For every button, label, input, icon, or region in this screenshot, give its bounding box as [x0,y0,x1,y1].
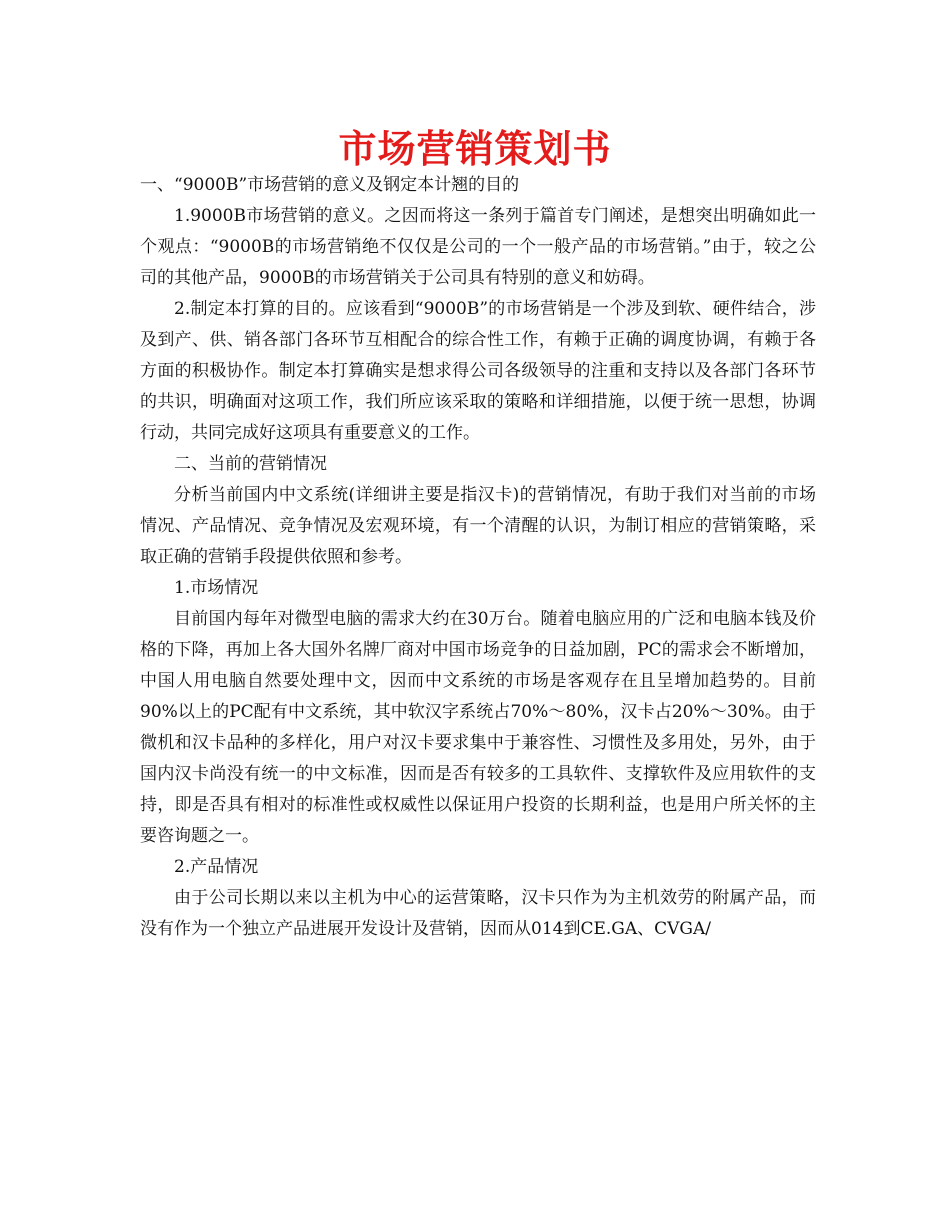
paragraph: 2.制定本打算的目的。应该看到“9000B”的市场营销是一个涉及到软、硬件结合，涉及到产、供、销各部门各环节互相配合的综合性工作，有赖于正确的调度协调，有赖于各方面的积极协作。制定本打算确实是想求得公司各级领导的注重和支持以及各部门各环节的共识，明确面对这项工作，我们所应该采取的策略和详细措施，以便于统一思想，协调行动，共同完成好这项具有重要意义的工作。 [140,299,816,443]
subheading-market: 1.市场情况 [174,578,259,598]
paragraph: 1.9000B市场营销的意义。之因而将这一条列于篇首专门阐述，是想突出明确如此一个观点：“9000B的市场营销绝不仅仅是公司的一个一般产品的市场营销。”由于，较之公司的其他产品，9000B的市场营销关于公司具有特别的意义和妨碍。 [140,206,816,288]
section-heading-1: 一、“9000B”市场营销的意义及钢定本计翘的目的 [140,175,520,195]
subheading-product: 2.产品情况 [174,857,259,877]
section-heading-2: 二、当前的营销情况 [174,454,327,474]
paragraph: 目前国内每年对微型电脑的需求大约在30万台。随着电脑应用的广泛和电脑本钱及价格的下降，再加上各大国外名牌厂商对中国市场竞争的日益加剧，PC的需求会不断增加，中国人用电脑自然要处理中文，因而中文系统的市场是客观存在且呈增加趋势的。目前90%以上的PC配有中文系统，其中软汉字系统占70%～80%，汉卡占20%～30%。由于微机和汉卡品种的多样化，用户对汉卡要求集中于兼容性、习惯性及多用处，另外，由于国内汉卡尚没有统一的中文标准，因而是否有较多的工具软件、支撑软件及应用软件的支持，即是否具有相对的标准性或权威性以保证用户投资的长期利益，也是用户所关怀的主要咨询题之一。 [140,609,816,846]
document-title: 市场营销策划书 [338,127,612,171]
paragraph: 由于公司长期以来以主机为中心的运营策略，汉卡只作为为主机效劳的附属产品，而没有作为一个独立产品进展开发设计及营销，因而从014到CE.GA、CVGA/ [140,888,816,939]
document-body [140,170,816,945]
paragraph: 分析当前国内中文系统(详细讲主要是指汉卡)的营销情况，有助于我们对当前的市场情况、产品情况、竞争情况及宏观环境，有一个清醒的认识，为制订相应的营销策略，采取正确的营销手段提供依照和参考。 [140,485,816,567]
